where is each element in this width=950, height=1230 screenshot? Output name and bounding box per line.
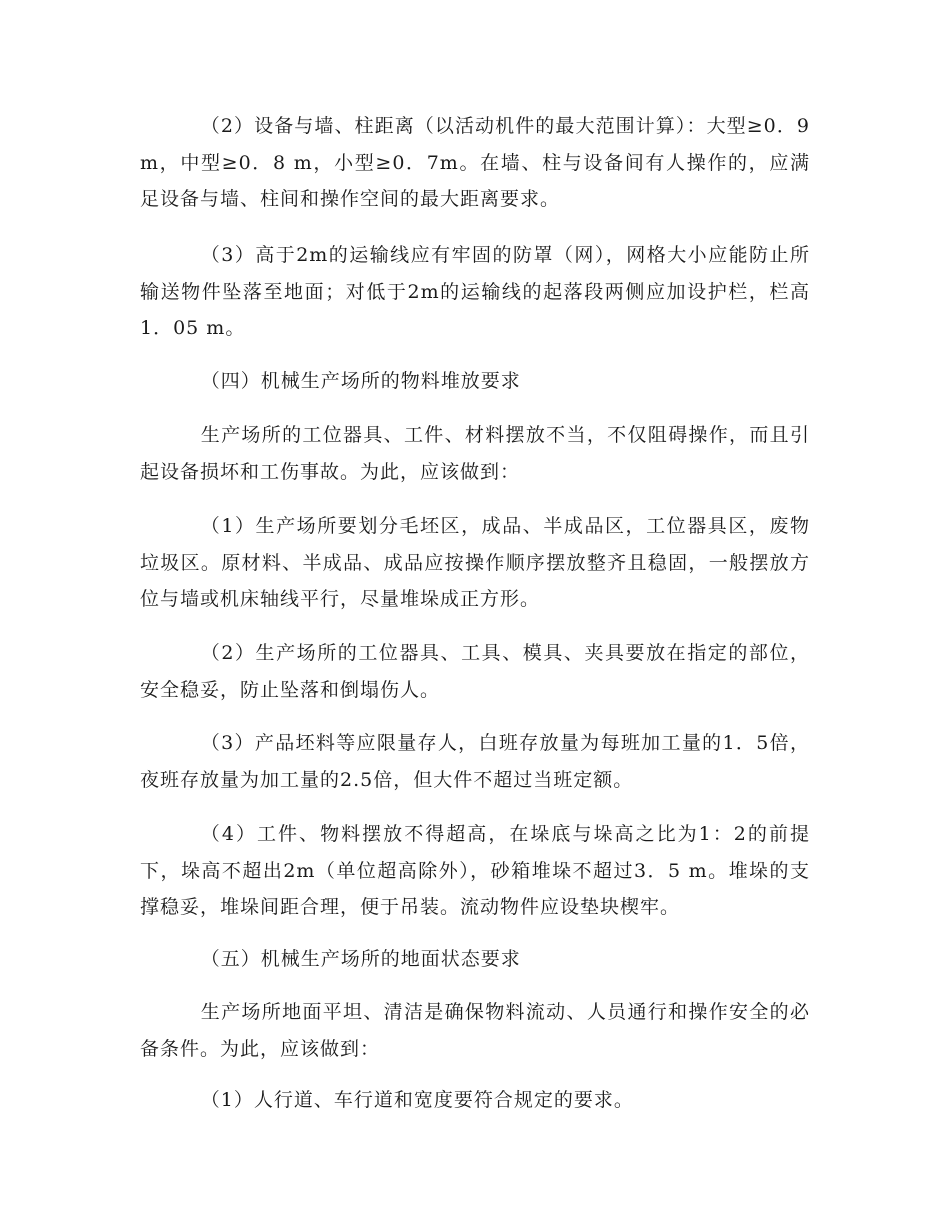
paragraph-stacking-intro: 生产场所的工位器具、工件、材料摆放不当，不仅阻碍操作，而且引起设备损坏和工伤事故。为此，应该做到： [140, 424, 810, 483]
section-heading-floor-condition: （五）机械生产场所的地面状态要求 [200, 948, 521, 970]
paragraph-floor-intro: 生产场所地面平坦、清洁是确保物料流动、人员通行和操作安全的必备条件。为此，应该做到： [140, 1001, 810, 1060]
paragraph-walkway-width: （1）人行道、车行道和宽度要符合规定的要求。 [200, 1089, 634, 1111]
paragraph-equipment-wall-distance: （2）设备与墙、柱距离（以活动机件的最大范围计算）：大型≥0．9 m，中型≥0．8 m，小型≥0．7m。在墙、柱与设备间有人操作的，应满足设备与墙、柱间和操作空间的最大距离要求。 [140, 115, 810, 210]
paragraph-fixture-placement: （2）生产场所的工位器具、工具、模具、夹具要放在指定的部位，安全稳妥，防止坠落和倒塌伤人。 [140, 642, 810, 701]
paragraph-conveyor-guard: （3）高于2m的运输线应有牢固的防罩（网），网格大小应能防止所输送物件坠落至地面；对低于2m的运输线的起落段两侧应加设护栏，栏高1．05 m。 [140, 244, 810, 339]
paragraph-stack-height: （4）工件、物料摆放不得超高，在垛底与垛高之比为1：2的前提下，垛高不超出2m（单位超高除外），砂箱堆垛不超过3．5 m。堆垛的支撑稳妥，堆垛间距合理，便于吊装。流动物件应设垫块楔牢。 [140, 823, 810, 918]
section-heading-material-stacking: （四）机械生产场所的物料堆放要求 [200, 370, 521, 392]
paragraph-zone-division: （1）生产场所要划分毛坯区，成品、半成品区，工位器具区，废物垃圾区。原材料、半成品、成品应按操作顺序摆放整齐且稳固，一般摆放方位与墙或机床轴线平行，尽量堆垛成正方形。 [140, 515, 810, 610]
paragraph-storage-limit: （3）产品坯料等应限量存人，白班存放量为每班加工量的1．5倍，夜班存放量为加工量的2.5倍，但大件不超过当班定额。 [140, 732, 810, 791]
